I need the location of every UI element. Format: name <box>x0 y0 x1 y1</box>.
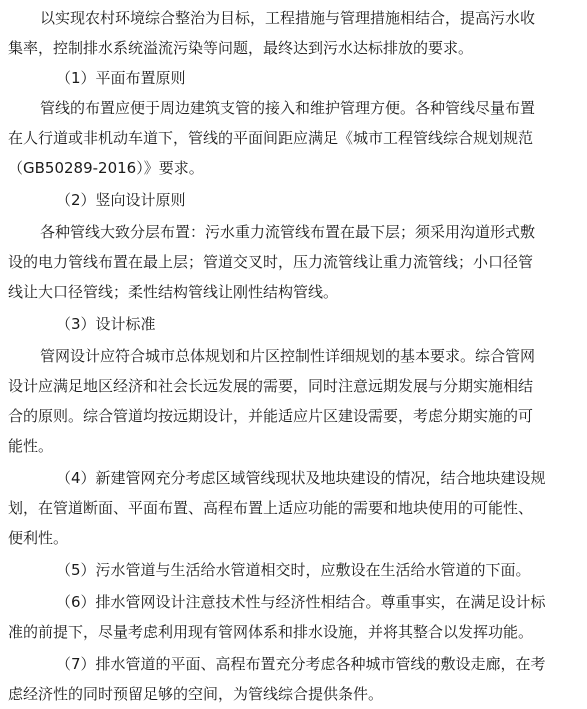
paragraph-line: 设计应满足地区经济和社会长远发展的需要，同时注意远期发展与分期实施相结 <box>8 377 534 395</box>
paragraph-line: （7）排水管道的平面、高程布置充分考虑各种城市管线的敷设走廊，在考 <box>56 655 546 673</box>
paragraph-line: 设的电力管线布置在最上层；管道交叉时，压力流管线让重力流管线；小口径管 <box>8 253 534 271</box>
paragraph-line: 集率，控制排水系统溢流污染等问题，最终达到污水达标排放的要求。 <box>8 39 474 57</box>
paragraph-line: （5）污水管道与生活给水管道相交时，应敷设在生活给水管道的下面。 <box>56 561 531 579</box>
paragraph-line: 合的原则。综合管道均按远期设计，并能适应片区建设需要，考虑分期实施的可 <box>8 407 534 425</box>
paragraph-line: 虑经济性的同时预留足够的空间，为管线综合提供条件。 <box>8 685 384 703</box>
paragraph-line: 线让大口径管线；柔性结构管线让刚性结构管线。 <box>8 283 339 301</box>
paragraph-line: （6）排水管网设计注意技术性与经济性相结合。尊重事实，在满足设计标 <box>56 593 546 611</box>
paragraph-line: 便利性。 <box>8 529 69 547</box>
paragraph-line: 准的前提下，尽量考虑利用现有管网体系和排水设施，并将其整合以发挥功能。 <box>8 623 534 641</box>
paragraph-line: 管网设计应符合城市总体规划和片区控制性详细规划的基本要求。综合管网 <box>40 347 536 365</box>
paragraph-line: 管线的布置应便于周边建筑支管的接入和维护管理方便。各种管线尽量布置 <box>40 99 536 117</box>
paragraph-line: （GB50289-2016）》要求。 <box>8 159 204 177</box>
paragraph-line: 以实现农村环境综合整治为目标，工程措施与管理措施相结合，提高污水收 <box>40 9 536 27</box>
section-heading: （3）设计标准 <box>56 315 156 333</box>
paragraph-line: 在人行道或非机动车道下，管线的平面间距应满足《城市工程管线综合规划规范 <box>8 129 534 147</box>
paragraph-line: 各种管线大致分层布置：污水重力流管线布置在最下层；须采用沟道形式敷 <box>40 223 536 241</box>
paragraph-line: 能性。 <box>8 437 54 455</box>
section-heading: （2）竖向设计原则 <box>56 191 186 209</box>
section-heading: （1）平面布置原则 <box>56 69 186 87</box>
paragraph-line: 划，在管道断面、平面布置、高程布置上适应功能的需要和地块使用的可能性、 <box>8 499 534 517</box>
paragraph-line: （4）新建管网充分考虑区域管线现状及地块建设的情况，结合地块建设规 <box>56 469 546 487</box>
